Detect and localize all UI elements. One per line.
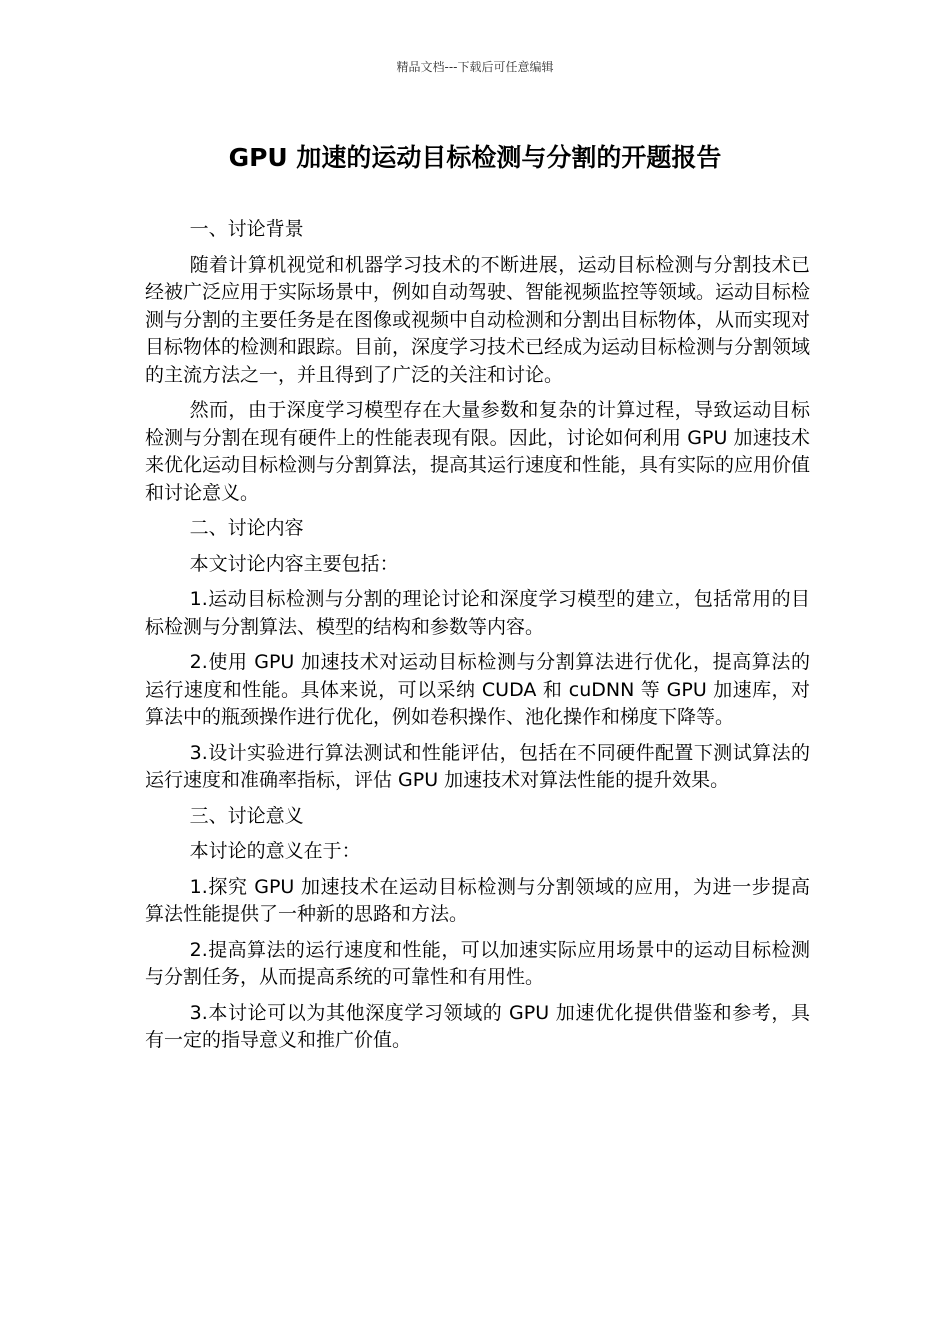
list-item-significance-1: 1.探究 GPU 加速技术在运动目标检测与分割领域的应用，为进一步提高算法性能提供了一种新的思路和方法。 [145,875,810,925]
list-item-significance-3: 3.本讨论可以为其他深度学习领域的 GPU 加速优化提供借鉴和参考，具有一定的指导意义和推广价值。 [145,1001,810,1051]
paragraph-content-intro: 本文讨论内容主要包括： [189,552,399,575]
list-item-content-1: 1.运动目标检测与分割的理论讨论和深度学习模型的建立，包括常用的目标检测与分割算法、模型的结构和参数等内容。 [145,588,810,638]
list-item-content-3: 3.设计实验进行算法测试和性能评估，包括在不同硬件配置下测试算法的运行速度和准确率指标，评估 GPU 加速技术对算法性能的提升效果。 [145,741,810,791]
section-heading-background: 一、讨论背景 [189,218,304,240]
page-header-note: 精品文档---下载后可任意编辑 [396,60,554,74]
paragraph-background-2: 然而，由于深度学习模型存在大量参数和复杂的计算过程，导致运动目标检测与分割在现有硬件上的性能表现有限。因此，讨论如何利用 GPU 加速技术来优化运动目标检测与分割算法，提高其运行速度和性能，具有实际的应用价值和讨论意义。 [145,399,811,504]
paragraph-significance-intro: 本讨论的意义在于： [189,840,361,862]
section-heading-content: 二、讨论内容 [189,517,304,539]
section-heading-significance: 三、讨论意义 [189,804,304,827]
list-item-content-2: 2.使用 GPU 加速技术对运动目标检测与分割算法进行优化，提高算法的运行速度和性能。具体来说，可以采纳 CUDA 和 cuDNN 等 GPU 加速库，对算法中的瓶颈操作进行优化，例如卷积操作、池化操作和梯度下降等。 [145,651,810,728]
paragraph-background-1: 随着计算机视觉和机器学习技术的不断进展，运动目标检测与分割技术已经被广泛应用于实际场景中，例如自动驾驶、智能视频监控等领域。运动目标检测与分割的主要任务是在图像或视频中自动检测和分割出目标物体，从而实现对目标物体的检测和跟踪。目前，深度学习技术已经成为运动目标检测与分割领域的主流方法之一，并且得到了广泛的关注和讨论。 [145,253,811,386]
document-title: GPU 加速的运动目标检测与分割的开题报告 [228,143,722,172]
document-body [145,216,810,1063]
list-item-significance-2: 2.提高算法的运行速度和性能，可以加速实际应用场景中的运动目标检测与分割任务，从而提高系统的可靠性和有用性。 [145,938,810,988]
